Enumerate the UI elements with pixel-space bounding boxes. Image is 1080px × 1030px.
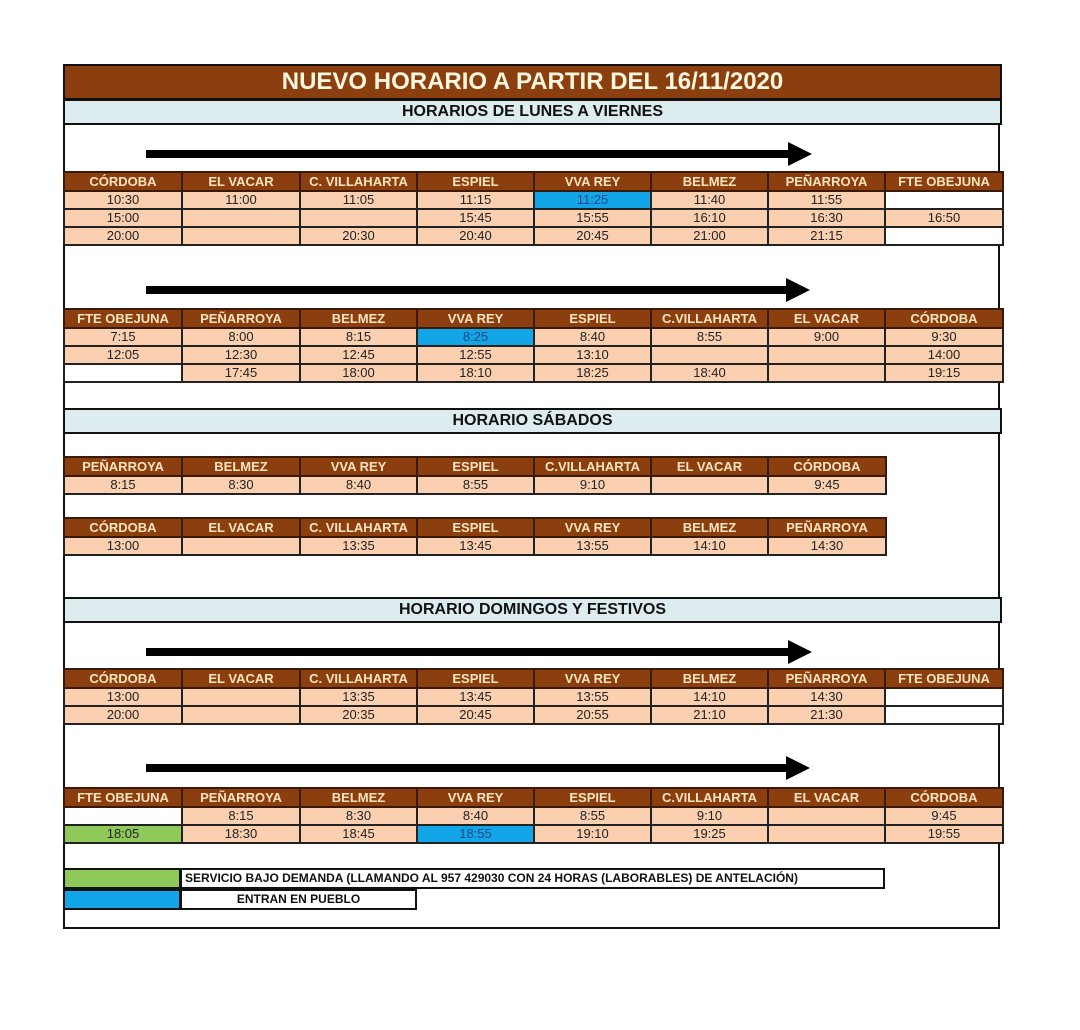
time-cell: 9:10 [534, 476, 651, 494]
time-cell: 20:00 [64, 706, 182, 724]
time-cell: 13:00 [64, 537, 182, 555]
time-cell: 21:10 [651, 706, 768, 724]
sundays-inbound-table [63, 787, 1004, 844]
time-cell: 8:15 [300, 328, 417, 346]
on-demand-legend-text: SERVICIO BAJO DEMANDA (LLAMANDO AL 957 429030 CON 24 HORAS (LABORABLES) DE ANTELACIÓN) [180, 868, 885, 889]
schedule-row [64, 476, 886, 494]
stop-header: FTE OBEJUNA [885, 669, 1003, 688]
time-cell [885, 191, 1003, 209]
stop-header: FTE OBEJUNA [885, 172, 1003, 191]
time-cell: 12:30 [182, 346, 300, 364]
on-demand-legend-swatch [63, 868, 181, 889]
stop-header: C. VILLAHARTA [300, 518, 417, 537]
time-cell: 21:00 [651, 227, 768, 245]
stop-header: ESPIEL [534, 788, 651, 807]
time-cell: 13:35 [300, 537, 417, 555]
time-cell [182, 706, 300, 724]
header-row [64, 309, 1003, 328]
stop-header: VVA REY [534, 172, 651, 191]
schedule-row [64, 537, 886, 555]
time-cell: 20:45 [417, 706, 534, 724]
time-cell: 12:55 [417, 346, 534, 364]
time-cell: 11:55 [768, 191, 885, 209]
time-cell: 8:40 [300, 476, 417, 494]
time-cell: 19:55 [885, 825, 1003, 843]
stop-header: VVA REY [534, 669, 651, 688]
time-cell [885, 688, 1003, 706]
schedule-row [64, 328, 1003, 346]
time-cell: 8:55 [534, 807, 651, 825]
time-cell: 20:30 [300, 227, 417, 245]
time-cell [768, 825, 885, 843]
time-cell: 7:15 [64, 328, 182, 346]
stop-header: EL VACAR [182, 172, 300, 191]
schedule-row [64, 346, 1003, 364]
saturdays-outbound-table [63, 517, 887, 556]
stop-header: ESPIEL [417, 457, 534, 476]
stop-header: ESPIEL [417, 518, 534, 537]
time-cell: 18:45 [300, 825, 417, 843]
time-cell: 20:35 [300, 706, 417, 724]
time-cell: 19:10 [534, 825, 651, 843]
stop-header: BELMEZ [651, 518, 768, 537]
time-cell: 11:15 [417, 191, 534, 209]
stop-header: PEÑARROYA [768, 669, 885, 688]
time-cell: 8:25 [417, 328, 534, 346]
time-cell: 13:55 [534, 688, 651, 706]
time-cell: 11:25 [534, 191, 651, 209]
stop-header: C. VILLAHARTA [300, 669, 417, 688]
schedule-row [64, 209, 1003, 227]
stop-header: ESPIEL [534, 309, 651, 328]
time-cell: 14:30 [768, 688, 885, 706]
stop-header: BELMEZ [182, 457, 300, 476]
sundays-heading: HORARIO DOMINGOS Y FESTIVOS [63, 597, 1002, 623]
stop-header: EL VACAR [651, 457, 768, 476]
time-cell [64, 364, 182, 382]
time-cell: 9:30 [885, 328, 1003, 346]
time-cell: 16:50 [885, 209, 1003, 227]
time-cell: 8:55 [651, 328, 768, 346]
time-cell: 11:05 [300, 191, 417, 209]
saturdays-inbound-table [63, 456, 887, 495]
time-cell: 8:15 [64, 476, 182, 494]
header-row [64, 172, 1003, 191]
schedule-row [64, 706, 1003, 724]
schedule-row [64, 227, 1003, 245]
header-row [64, 669, 1003, 688]
time-cell [768, 364, 885, 382]
stop-header: VVA REY [534, 518, 651, 537]
stop-header: C.VILLAHARTA [651, 309, 768, 328]
time-cell: 17:45 [182, 364, 300, 382]
time-cell: 16:30 [768, 209, 885, 227]
time-cell: 13:10 [534, 346, 651, 364]
time-cell: 8:40 [534, 328, 651, 346]
time-cell [651, 346, 768, 364]
time-cell: 18:05 [64, 825, 182, 843]
time-cell: 21:30 [768, 706, 885, 724]
stop-header: EL VACAR [182, 669, 300, 688]
schedule-row [64, 807, 1003, 825]
schedule-row [64, 191, 1003, 209]
direction-arrow-icon [146, 142, 812, 166]
time-cell [182, 227, 300, 245]
stop-header: ESPIEL [417, 172, 534, 191]
page-title: NUEVO HORARIO A PARTIR DEL 16/11/2020 [63, 64, 1002, 100]
stop-header: CÓRDOBA [64, 172, 182, 191]
stop-header: CÓRDOBA [885, 309, 1003, 328]
weekdays-outbound-table [63, 171, 1004, 246]
stop-header: PEÑARROYA [182, 309, 300, 328]
time-cell [182, 688, 300, 706]
stop-header: CÓRDOBA [768, 457, 886, 476]
time-cell [182, 537, 300, 555]
time-cell: 15:55 [534, 209, 651, 227]
stop-header: PEÑARROYA [182, 788, 300, 807]
time-cell [182, 209, 300, 227]
time-cell: 13:45 [417, 688, 534, 706]
time-cell: 11:00 [182, 191, 300, 209]
header-row [64, 518, 886, 537]
time-cell: 8:55 [417, 476, 534, 494]
time-cell: 18:40 [651, 364, 768, 382]
time-cell: 8:30 [182, 476, 300, 494]
time-cell: 20:45 [534, 227, 651, 245]
time-cell: 16:10 [651, 209, 768, 227]
time-cell [768, 346, 885, 364]
time-cell: 20:55 [534, 706, 651, 724]
stop-header: EL VACAR [182, 518, 300, 537]
time-cell: 14:10 [651, 537, 768, 555]
time-cell: 18:25 [534, 364, 651, 382]
time-cell: 9:45 [768, 476, 886, 494]
time-cell [651, 476, 768, 494]
enter-town-legend-swatch [63, 889, 181, 910]
time-cell: 18:10 [417, 364, 534, 382]
time-cell: 9:45 [885, 807, 1003, 825]
schedule-row [64, 688, 1003, 706]
schedule-row [64, 825, 1003, 843]
stop-header: VVA REY [417, 788, 534, 807]
saturdays-heading: HORARIO SÁBADOS [63, 408, 1002, 434]
time-cell: 9:10 [651, 807, 768, 825]
time-cell: 20:40 [417, 227, 534, 245]
stop-header: CÓRDOBA [64, 669, 182, 688]
time-cell: 13:00 [64, 688, 182, 706]
enter-town-legend-text: ENTRAN EN PUEBLO [180, 889, 417, 910]
time-cell: 20:00 [64, 227, 182, 245]
time-cell: 11:40 [651, 191, 768, 209]
stop-header: VVA REY [300, 457, 417, 476]
time-cell: 19:25 [651, 825, 768, 843]
time-cell: 12:45 [300, 346, 417, 364]
stop-header: FTE OBEJUNA [64, 309, 182, 328]
time-cell: 15:45 [417, 209, 534, 227]
time-cell: 13:55 [534, 537, 651, 555]
time-cell: 9:00 [768, 328, 885, 346]
stop-header: EL VACAR [768, 309, 885, 328]
time-cell [885, 706, 1003, 724]
stop-header: BELMEZ [651, 669, 768, 688]
sundays-outbound-table [63, 668, 1004, 725]
stop-header: EL VACAR [768, 788, 885, 807]
stop-header: BELMEZ [651, 172, 768, 191]
time-cell: 14:30 [768, 537, 886, 555]
time-cell: 10:30 [64, 191, 182, 209]
time-cell [885, 227, 1003, 245]
time-cell [768, 807, 885, 825]
stop-header: CÓRDOBA [64, 518, 182, 537]
direction-arrow-icon [146, 756, 810, 780]
header-row [64, 457, 886, 476]
time-cell [300, 209, 417, 227]
stop-header: PEÑARROYA [64, 457, 182, 476]
weekdays-inbound-table [63, 308, 1004, 383]
time-cell: 14:10 [651, 688, 768, 706]
direction-arrow-icon [146, 278, 810, 302]
time-cell: 19:15 [885, 364, 1003, 382]
stop-header: VVA REY [417, 309, 534, 328]
stop-header: PEÑARROYA [768, 518, 886, 537]
direction-arrow-icon [146, 640, 812, 664]
time-cell: 15:00 [64, 209, 182, 227]
stop-header: C. VILLAHARTA [300, 172, 417, 191]
time-cell: 14:00 [885, 346, 1003, 364]
stop-header: C.VILLAHARTA [534, 457, 651, 476]
weekdays-heading: HORARIOS DE LUNES A VIERNES [63, 99, 1002, 125]
time-cell: 8:30 [300, 807, 417, 825]
stop-header: PEÑARROYA [768, 172, 885, 191]
stop-header: BELMEZ [300, 788, 417, 807]
time-cell: 8:40 [417, 807, 534, 825]
schedule-row [64, 364, 1003, 382]
time-cell [64, 807, 182, 825]
time-cell: 13:35 [300, 688, 417, 706]
stop-header: BELMEZ [300, 309, 417, 328]
header-row [64, 788, 1003, 807]
time-cell: 13:45 [417, 537, 534, 555]
time-cell: 18:00 [300, 364, 417, 382]
time-cell: 18:55 [417, 825, 534, 843]
stop-header: FTE OBEJUNA [64, 788, 182, 807]
time-cell: 18:30 [182, 825, 300, 843]
stop-header: CÓRDOBA [885, 788, 1003, 807]
time-cell: 12:05 [64, 346, 182, 364]
time-cell: 21:15 [768, 227, 885, 245]
stop-header: ESPIEL [417, 669, 534, 688]
stop-header: C.VILLAHARTA [651, 788, 768, 807]
time-cell: 8:00 [182, 328, 300, 346]
time-cell: 8:15 [182, 807, 300, 825]
